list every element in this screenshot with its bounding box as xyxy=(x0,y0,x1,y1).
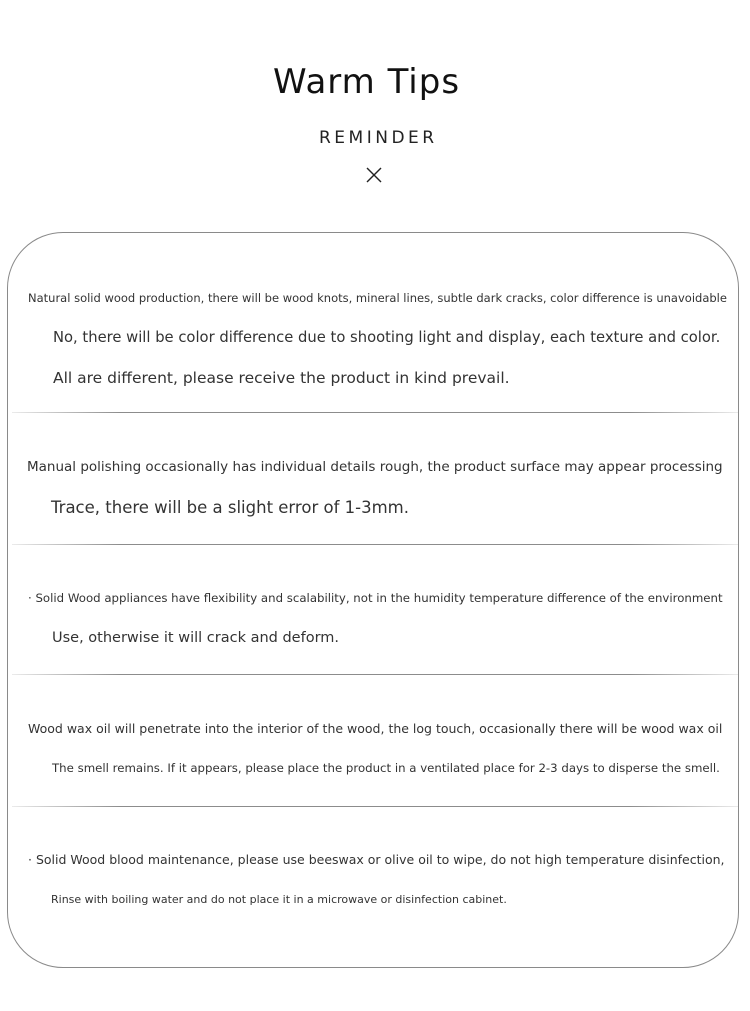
tip-5-line-2: Rinse with boiling water and do not place it in a microwave or disinfection cabinet. xyxy=(51,893,507,906)
tip-4-line-2: The smell remains. If it appears, please place the product in a ventilated place for 2-3 days to disperse the smell. xyxy=(52,761,720,775)
page-subtitle: REMINDER xyxy=(319,128,438,148)
tip-3-line-2: Use, otherwise it will crack and deform. xyxy=(52,630,340,646)
tip-4-line-1: Wood wax oil will penetrate into the interior of the wood, the log touch, occasionally there will be wood wax oil xyxy=(28,721,723,736)
divider-2 xyxy=(12,544,738,545)
close-icon xyxy=(365,166,383,184)
tip-2-line-1: Manual polishing occasionally has individual details rough, the product surface may appear processing xyxy=(27,459,723,475)
tip-3-line-1: · Solid Wood appliances have flexibility and scalability, not in the humidity temperature difference of the environment xyxy=(28,591,723,605)
tip-1-line-3: All are different, please receive the product in kind prevail. xyxy=(53,369,510,387)
page-title: Warm Tips xyxy=(273,62,461,102)
divider-1 xyxy=(12,412,738,413)
tip-2-line-2: Trace, there will be a slight error of 1-3mm. xyxy=(51,498,409,517)
tip-1-line-2: No, there will be color difference due to shooting light and display, each texture and color. xyxy=(53,329,721,346)
divider-3 xyxy=(12,674,738,675)
divider-4 xyxy=(12,806,738,807)
tip-5-line-1: · Solid Wood blood maintenance, please use beeswax or olive oil to wipe, do not high temperature disinfection, xyxy=(28,852,725,867)
tip-1-line-1: Natural solid wood production, there will be wood knots, mineral lines, subtle dark cracks, color difference is unavoidable xyxy=(28,291,727,305)
